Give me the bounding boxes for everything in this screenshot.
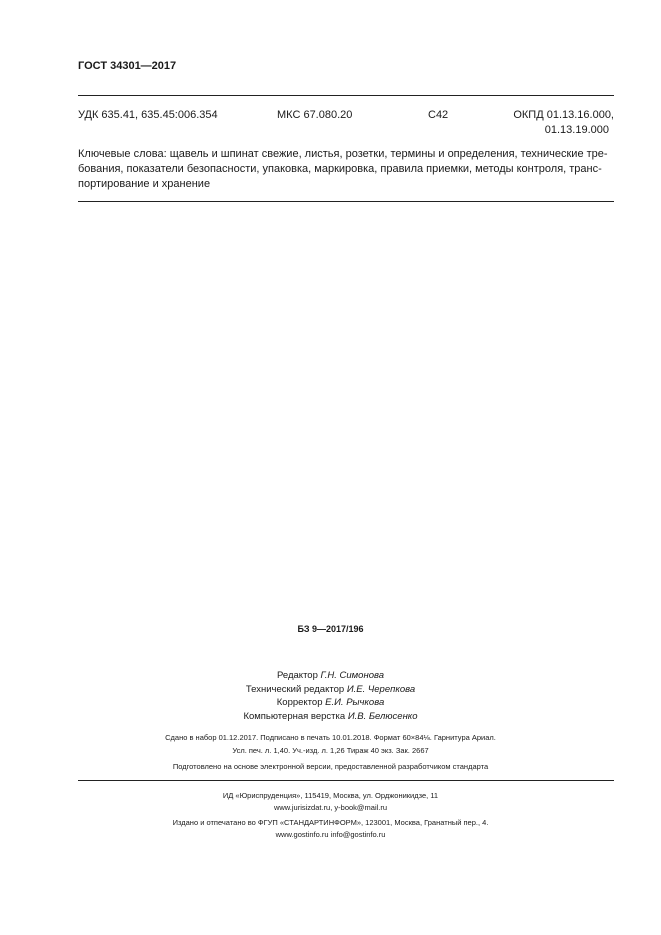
publisher-block [0, 790, 661, 814]
okpd-code-line1: ОКПД 01.13.16.000, [513, 109, 614, 121]
top-divider [78, 95, 614, 96]
editor-credit: Редактор Г.Н. Симонова [276, 670, 385, 681]
publisher-line: ИД «Юриспруденция», 115419, Москва, ул. Орджоникидзе, 11 [222, 791, 439, 800]
keywords-line: бования, показатели безопасности, упаковка, маркировка, правила приемки, методы контроля, транс- [78, 163, 602, 175]
keywords-line: Ключевые слова: щавель и шпинат свежие, листья, розетки, термины и определения, технические тре- [78, 148, 608, 160]
c-code: С42 [428, 109, 449, 121]
keywords-line: портирование и хранение [78, 178, 211, 190]
mks-code: МКС 67.080.20 [277, 109, 353, 121]
printer-line: Издано и отпечатано во ФГУП «СТАНДАРТИНФОРМ», 123001, Москва, Гранатный пер., 4. [172, 818, 489, 827]
publishing-info-line: Сдано в набор 01.12.2017. Подписано в печать 10.01.2018. Формат 60×84⅛. Гарнитура Ариал. [165, 733, 496, 742]
page-header-standard: ГОСТ 34301—2017 [78, 60, 177, 72]
footer-divider [78, 780, 614, 781]
printer-contacts: www.gostinfo.ru info@gostinfo.ru [275, 830, 386, 839]
okpd-code-line2: 01.13.19.000 [544, 124, 609, 136]
keywords-divider [78, 201, 614, 202]
credits-block [0, 669, 661, 723]
corrector-credit: Корректор Е.И. Рычкова [276, 697, 385, 708]
printer-block [0, 817, 661, 841]
tech-editor-credit: Технический редактор И.Е. Черепкова [245, 683, 416, 695]
udk-code: УДК 635.41, 635.45:006.354 [78, 109, 218, 121]
publisher-contacts: www.jurisizdat.ru, y-book@mail.ru [273, 803, 388, 812]
layout-credit: Компьютерная верстка И.В. Белюсенко [243, 710, 418, 722]
preparation-note: Подготовлено на основе электронной версии, предоставленной разработчиком стандарта [172, 762, 489, 771]
publishing-info-line: Усл. печ. л. 1,40. Уч.-изд. л. 1,26 Тираж 40 экз. Зак. 2667 [232, 746, 429, 755]
keywords-block [78, 147, 618, 192]
bz-number: БЗ 9—2017/196 [297, 624, 364, 634]
